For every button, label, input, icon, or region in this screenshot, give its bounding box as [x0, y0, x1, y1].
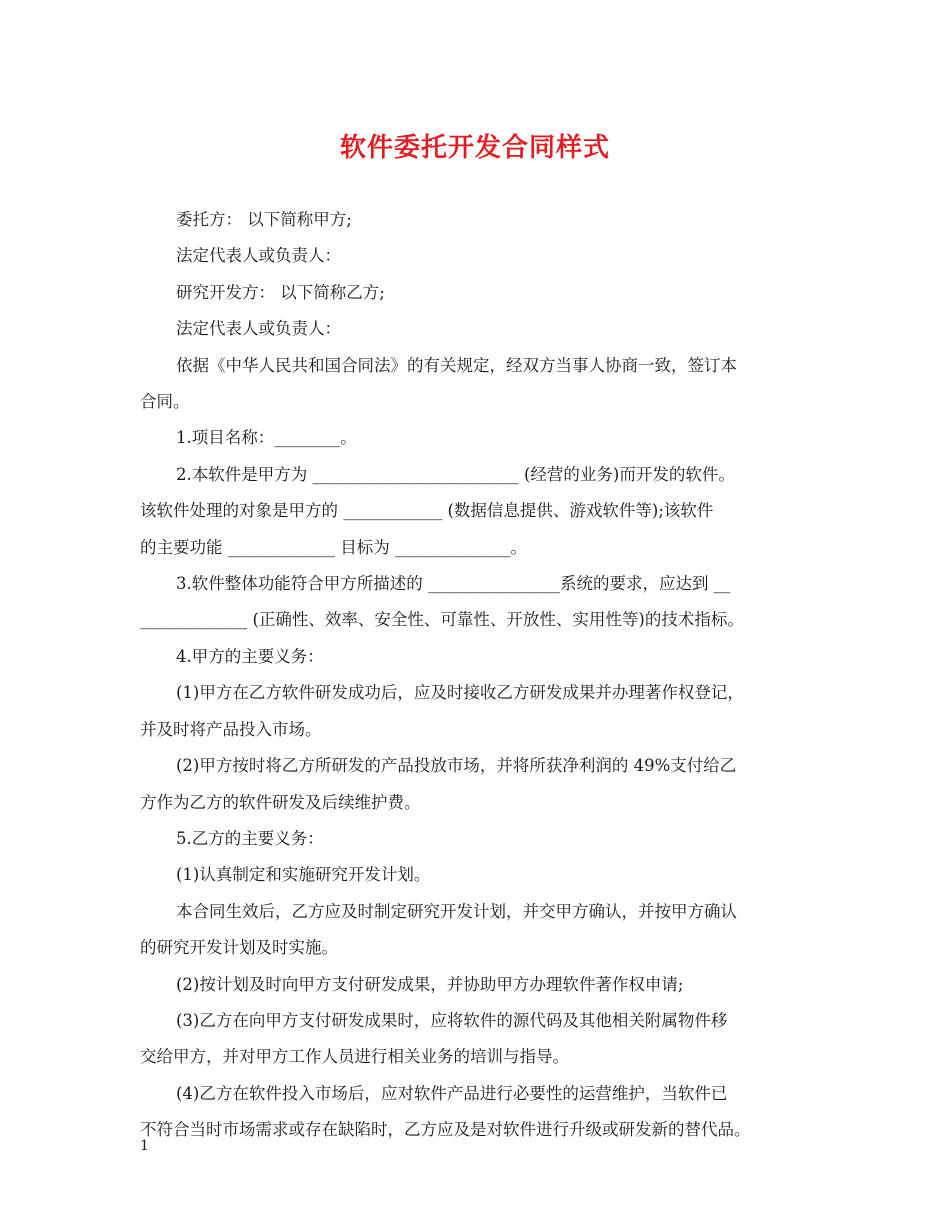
body-line: 交给甲方，并对甲方工作人员进行相关业务的培训与指导。 [140, 1047, 569, 1067]
body-line: (1)甲方在乙方软件研发成功后，应及时接收乙方研发成果并办理著作权登记， [176, 683, 744, 703]
body-line: 的研究开发计划及时实施。 [140, 938, 338, 958]
document-title: 软件委托开发合同样式 [339, 133, 610, 163]
body-line: 委托方： 以下简称甲方; [176, 210, 352, 229]
body-line: (4)乙方在软件投入市场后，应对软件产品进行必要性的运营维护，当软件已 [176, 1083, 728, 1103]
body-line: 不符合当时市场需求或存在缺陷时，乙方应及是对软件进行升级或研发新的替代品。 [140, 1120, 751, 1140]
body-line: (3)乙方在向甲方支付研发成果时，应将软件的源代码及其他相关附属物件移 [176, 1010, 728, 1030]
body-line: 2.本软件是甲方为 _________________________ (经营的业务)而开发的软件。 [176, 464, 735, 484]
body-line: (2)按计划及时向甲方支付研发成果，并协助甲方办理软件著作权申请; [176, 974, 684, 994]
body-line: 法定代表人或负责人： [176, 246, 341, 266]
body-line: 本合同生效后，乙方应及时制定研究开发计划，并交甲方确认，并按甲方确认 [176, 901, 737, 921]
body-line: 方作为乙方的软件研发及后续维护费。 [140, 792, 421, 812]
body-line: 3.软件整体功能符合甲方所描述的 ________________系统的要求，应达到 __ [176, 574, 731, 594]
body-line: _____________ (正确性、效率、安全性、可靠性、开放性、实用性等)的技术指标。 [140, 610, 744, 630]
body-line: 并及时将产品投入市场。 [140, 719, 322, 739]
body-line: 研究开发方： 以下简称乙方; [176, 282, 385, 302]
body-line: 依据《中华人民共和国合同法》的有关规定，经双方当事人协商一致，签订本 [176, 355, 737, 375]
body-line: (2)甲方按时将乙方所研发的产品投放市场，并将所获净利润的 49%支付给乙 [176, 756, 737, 776]
page-number: 1 [140, 1138, 149, 1154]
body-line: 1.项目名称：________。 [176, 428, 357, 448]
body-line: 的主要功能 _____________ 目标为 ______________。 [140, 537, 527, 557]
body-line: 5.乙方的主要义务： [176, 828, 324, 848]
body-line: 4.甲方的主要义务： [176, 646, 324, 666]
body-line: 法定代表人或负责人： [176, 319, 341, 339]
body-line: 合同。 [140, 392, 190, 412]
body-line: (1)认真制定和实施研究开发计划。 [176, 865, 431, 885]
body-line: 该软件处理的对象是甲方的 ____________ (数据信息提供、游戏软件等);该软件 [140, 501, 714, 521]
document-body [140, 202, 820, 1149]
